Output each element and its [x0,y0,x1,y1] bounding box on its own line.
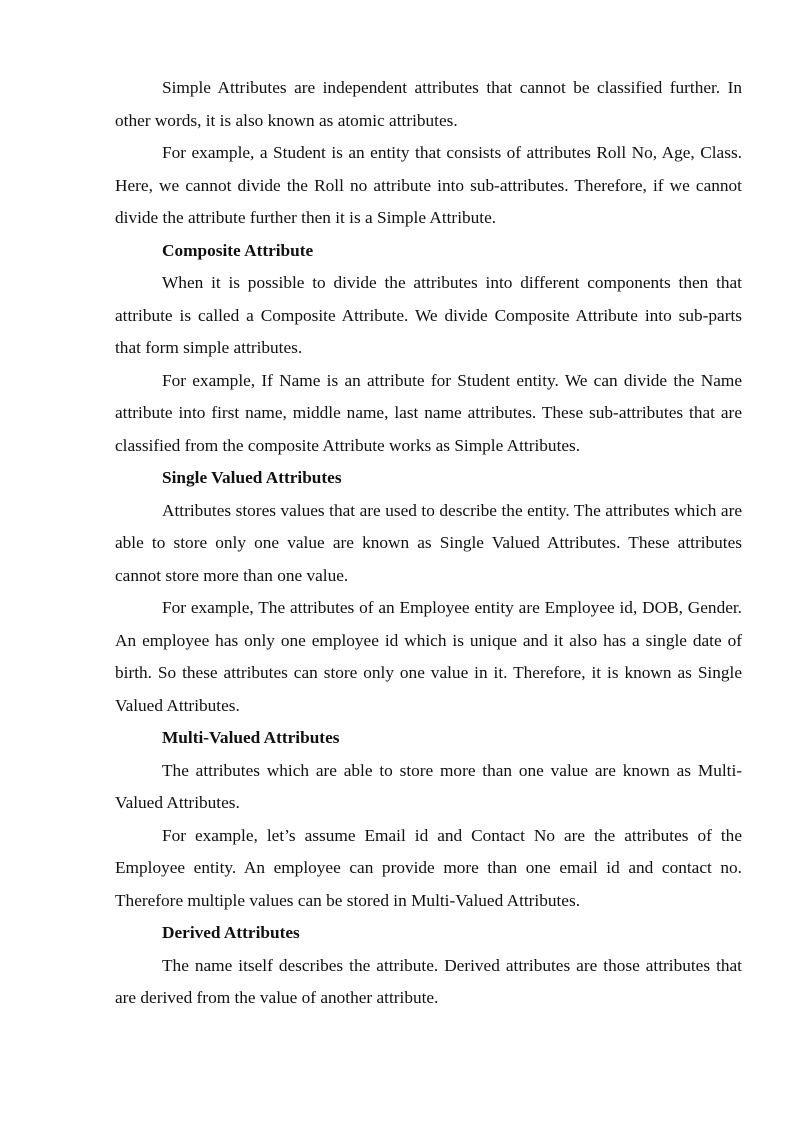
composite-paragraph-example: For example, If Name is an attribute for Student entity. We can divide the Name attribute into first name, middle name, last name attributes. These sub-attributes that are classified from the composite Attribute works as Simple Attributes. [115,370,742,455]
multi-valued-paragraph-example: For example, let’s assume Email id and Contact No are the attributes of the Employee entity. An employee can provide more than one email id and contact no. Therefore multiple values can be stored in Multi-Valued Attributes. [115,825,742,910]
document-body [115,72,742,1015]
intro-paragraph-simple-attributes: Simple Attributes are independent attributes that cannot be classified further. In other words, it is also known as atomic attributes. [115,78,742,130]
heading-composite-attribute: Composite Attribute [162,240,314,260]
heading-multi-valued-attributes: Multi-Valued Attributes [162,728,340,747]
derived-paragraph-definition: The name itself describes the attribute. Derived attributes are those attributes that are derived from the value of another attribute. [115,955,742,1007]
composite-paragraph-definition: When it is possible to divide the attributes into different components then that attribute is called a Composite Attribute. We divide Composite Attribute into sub-parts that form simple attributes. [115,273,742,357]
single-valued-paragraph-example: For example, The attributes of an Employee entity are Employee id, DOB, Gender. An employee has only one employee id which is unique and it also has a single date of birth. So these attributes can store only one value in it. Therefore, it is known as Single Valued Attributes. [115,598,742,715]
heading-derived-attributes: Derived Attributes [162,923,300,942]
heading-single-valued-attributes: Single Valued Attributes [162,468,342,487]
intro-paragraph-simple-example: For example, a Student is an entity that consists of attributes Roll No, Age, Class. Here, we cannot divide the Roll no attribute into sub-attributes. Therefore, if we cannot divide the attribute further then it is a Simple Attribute. [115,143,742,227]
multi-valued-paragraph-definition: The attributes which are able to store more than one value are known as Multi-Valued Attributes. [115,760,742,812]
single-valued-paragraph-definition: Attributes stores values that are used to describe the entity. The attributes which are able to store only one value are known as Single Valued Attributes. These attributes cannot store more than one value. [115,500,742,585]
